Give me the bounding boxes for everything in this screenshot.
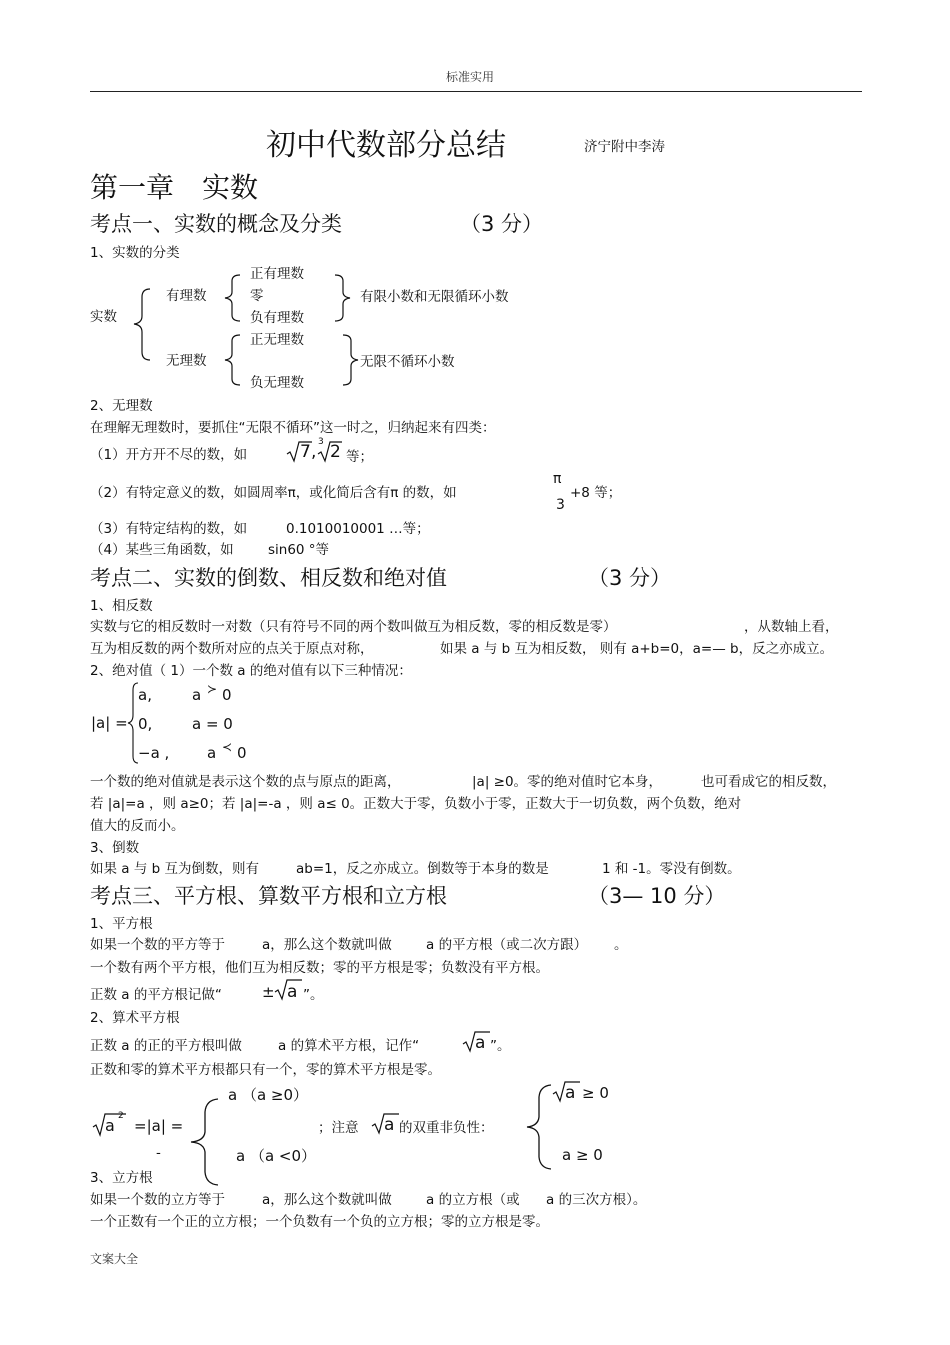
s1-intro: 在理解无理数时，要抓住“无限不循环”这一时之，归纳起来有四类： (90, 420, 496, 436)
sqrt-7: 7 (300, 442, 311, 462)
tree-irrational-note: 无限不循环小数 (360, 354, 455, 370)
section2-score: （3 分） (588, 566, 672, 590)
abs-case3-sign: ≺ (222, 740, 233, 754)
s2-p3-end: 也可看成它的相反数， (701, 774, 836, 790)
tree-neg-rational: 负有理数 (250, 310, 304, 326)
abs-case3-value: −a , (138, 744, 170, 762)
abs-case1-value: a, (138, 686, 152, 704)
section3-score: （3— 10 分） (588, 884, 726, 908)
s3-p6-d: a 的三次方根）。 (546, 1192, 647, 1208)
abs-case3-zero: 0 (237, 744, 247, 762)
s2-p6-mid: ab=1，反之亦成立。倒数等于本身的数是 (296, 861, 549, 877)
s3-p1: 如果一个数的平方等于 (90, 937, 225, 953)
formula-minus: - (156, 1145, 161, 1161)
irrational-item1-end: 等； (346, 449, 373, 465)
tree-neg-irrational: 负无理数 (250, 375, 304, 391)
tree-pos-irrational: 正无理数 (250, 332, 304, 348)
abs-lhs: |a| = (91, 714, 128, 732)
s3-p4: 正数 a 的正的平方根叫做 (90, 1038, 242, 1054)
s2-p1-end: ，从数轴上看， (744, 619, 839, 635)
nonneg-brace (524, 1084, 554, 1170)
section1-title: 考点一、实数的概念及分类 (90, 212, 342, 236)
s3-sub2: 2、算术平方根 (90, 1010, 180, 1026)
s3-p5: 正数和零的算术平方根都只有一个，零的算术平方根是零。 (90, 1062, 441, 1078)
tree-brace-irrational-right (340, 334, 362, 386)
s3-sub1: 1、平方根 (90, 916, 153, 932)
tree-irrational: 无理数 (166, 353, 207, 369)
tree-pos-rational: 正有理数 (250, 266, 304, 282)
s3-p3-end: ”。 (303, 987, 324, 1003)
s1-sub1: 1、实数的分类 (90, 245, 180, 261)
tree-zero: 零 (250, 288, 264, 304)
irrational-item2-end: +8 等； (570, 485, 622, 501)
formula-exponent: 2 (118, 1111, 124, 1121)
section1-score: （3 分） (460, 212, 544, 236)
irrational-item3: （3）有特定结构的数，如 (90, 521, 248, 537)
formula-case2: a （a <0） (236, 1147, 317, 1165)
tree-brace-rational-right (332, 274, 354, 322)
tree-root: 实数 (90, 309, 117, 325)
sqrt-a-note: a (384, 1115, 395, 1135)
s2-sub3: 3、倒数 (90, 840, 140, 856)
pi-denominator: 3 (556, 497, 565, 513)
s3-p1-d: 。 (614, 937, 628, 953)
s2-sub2: 2、绝对值（ 1）一个数 a 的绝对值有以下三种情况： (90, 663, 412, 679)
cube-root-index: 3 (318, 437, 324, 447)
cbrt-2: 2 (330, 442, 341, 462)
s3-p7: 一个正数有一个正的立方根；一个负数有一个负的立方根；零的立方根是零。 (90, 1214, 549, 1230)
irrational-item4: （4）某些三角函数，如 (90, 542, 234, 558)
s2-p5: 值大的反而小。 (90, 818, 185, 834)
comma: , (311, 442, 317, 462)
header-rule (90, 91, 862, 92)
formula-radicand: a (105, 1116, 115, 1135)
s2-p3-mid: |a| ≥0。零的绝对值时它本身， (472, 774, 663, 790)
abs-case2-value: 0, (138, 715, 153, 733)
abs-case3-var: a (207, 744, 217, 762)
s3-p6: 如果一个数的立方等于 (90, 1192, 225, 1208)
sqrt-a-arith: a (475, 1033, 486, 1053)
irrational-item3-example: 0.1010010001 …等； (286, 521, 430, 537)
plus-minus: ± (262, 983, 275, 1001)
nonneg-sqrt-cond: ≥ 0 (582, 1084, 609, 1102)
section3-title: 考点三、平方根、算数平方根和立方根 (90, 884, 447, 908)
nonneg-a-cond: a ≥ 0 (562, 1146, 603, 1164)
s3-sub3: 3、立方根 (90, 1170, 153, 1186)
page-header: 标准实用 (446, 70, 495, 84)
tree-rational-note: 有限小数和无限循环小数 (360, 289, 509, 305)
s3-p1-b: a，那么这个数就叫做 (262, 937, 392, 953)
s3-p6-c: a 的立方根（或 (426, 1192, 520, 1208)
s2-p1: 实数与它的相反数时一对数（只有符号不同的两个数叫做互为相反数，零的相反数是零） (90, 619, 617, 635)
s3-p2: 一个数有两个平方根，他们互为相反数；零的平方根是零；负数没有平方根。 (90, 960, 549, 976)
s2-p2: 互为相反数的两个数所对应的点关于原点对称， (90, 641, 374, 657)
s3-p4-end: ”。 (490, 1038, 511, 1054)
tree-brace-main (130, 288, 154, 362)
chapter-heading: 第一章 实数 (90, 171, 259, 204)
s1-sub2: 2、无理数 (90, 398, 153, 414)
abs-case1-var: a (192, 686, 202, 704)
abs-case2-cond: a = 0 (192, 715, 233, 733)
s2-sub1: 1、相反数 (90, 598, 153, 614)
s3-p6-b: a，那么这个数就叫做 (262, 1192, 392, 1208)
s2-p6: 如果 a 与 b 互为倒数，则有 (90, 861, 260, 877)
formula-note-end: 的双重非负性： (399, 1120, 494, 1136)
formula-note: ；注意 (318, 1120, 359, 1136)
irrational-item1: （1）开方开不尽的数，如 (90, 447, 248, 463)
tree-rational: 有理数 (166, 288, 207, 304)
sqrt-a-pm: a (287, 982, 298, 1002)
s2-p2-end: 如果 a 与 b 互为相反数， 则有 a+b=0，a=— b，反之亦成立。 (440, 641, 834, 657)
formula-brace (188, 1098, 222, 1186)
tree-brace-rational (222, 274, 244, 322)
abs-case1-zero: 0 (222, 686, 232, 704)
s3-p4-mid: a 的算术平方根，记作“ (278, 1038, 420, 1054)
section2-title: 考点二、实数的倒数、相反数和绝对值 (90, 566, 447, 590)
irrational-item4-example: sin60 °等 (268, 542, 330, 558)
abs-case1-sign: ≻ (207, 682, 218, 696)
irrational-item2: （2）有特定意义的数，如圆周率π，或化简后含有π 的数，如 (90, 485, 457, 501)
s2-p3: 一个数的绝对值就是表示这个数的点与原点的距离， (90, 774, 401, 790)
pi-numerator: π (553, 471, 562, 487)
author: 济宁附中李涛 (584, 139, 665, 155)
tree-brace-irrational (222, 334, 244, 386)
nonneg-sqrt-a: a (565, 1083, 576, 1103)
s3-p3: 正数 a 的平方根记做“ (90, 987, 222, 1003)
formula-case1: a （a ≥0） (228, 1086, 309, 1104)
document-title: 初中代数部分总结 (266, 128, 506, 163)
formula-eq: =|a| = (134, 1117, 184, 1135)
s2-p4: 若 |a|=a ，则 a≥0；若 |a|=-a ，则 a≤ 0。正数大于零，负数小于零，正数大于一切负数，两个负数，绝对 (90, 796, 742, 812)
s2-p6-end: 1 和 -1。零没有倒数。 (602, 861, 741, 877)
s3-p1-c: a 的平方根（或二次方跟） (426, 937, 588, 953)
page-footer: 文案大全 (90, 1252, 139, 1266)
